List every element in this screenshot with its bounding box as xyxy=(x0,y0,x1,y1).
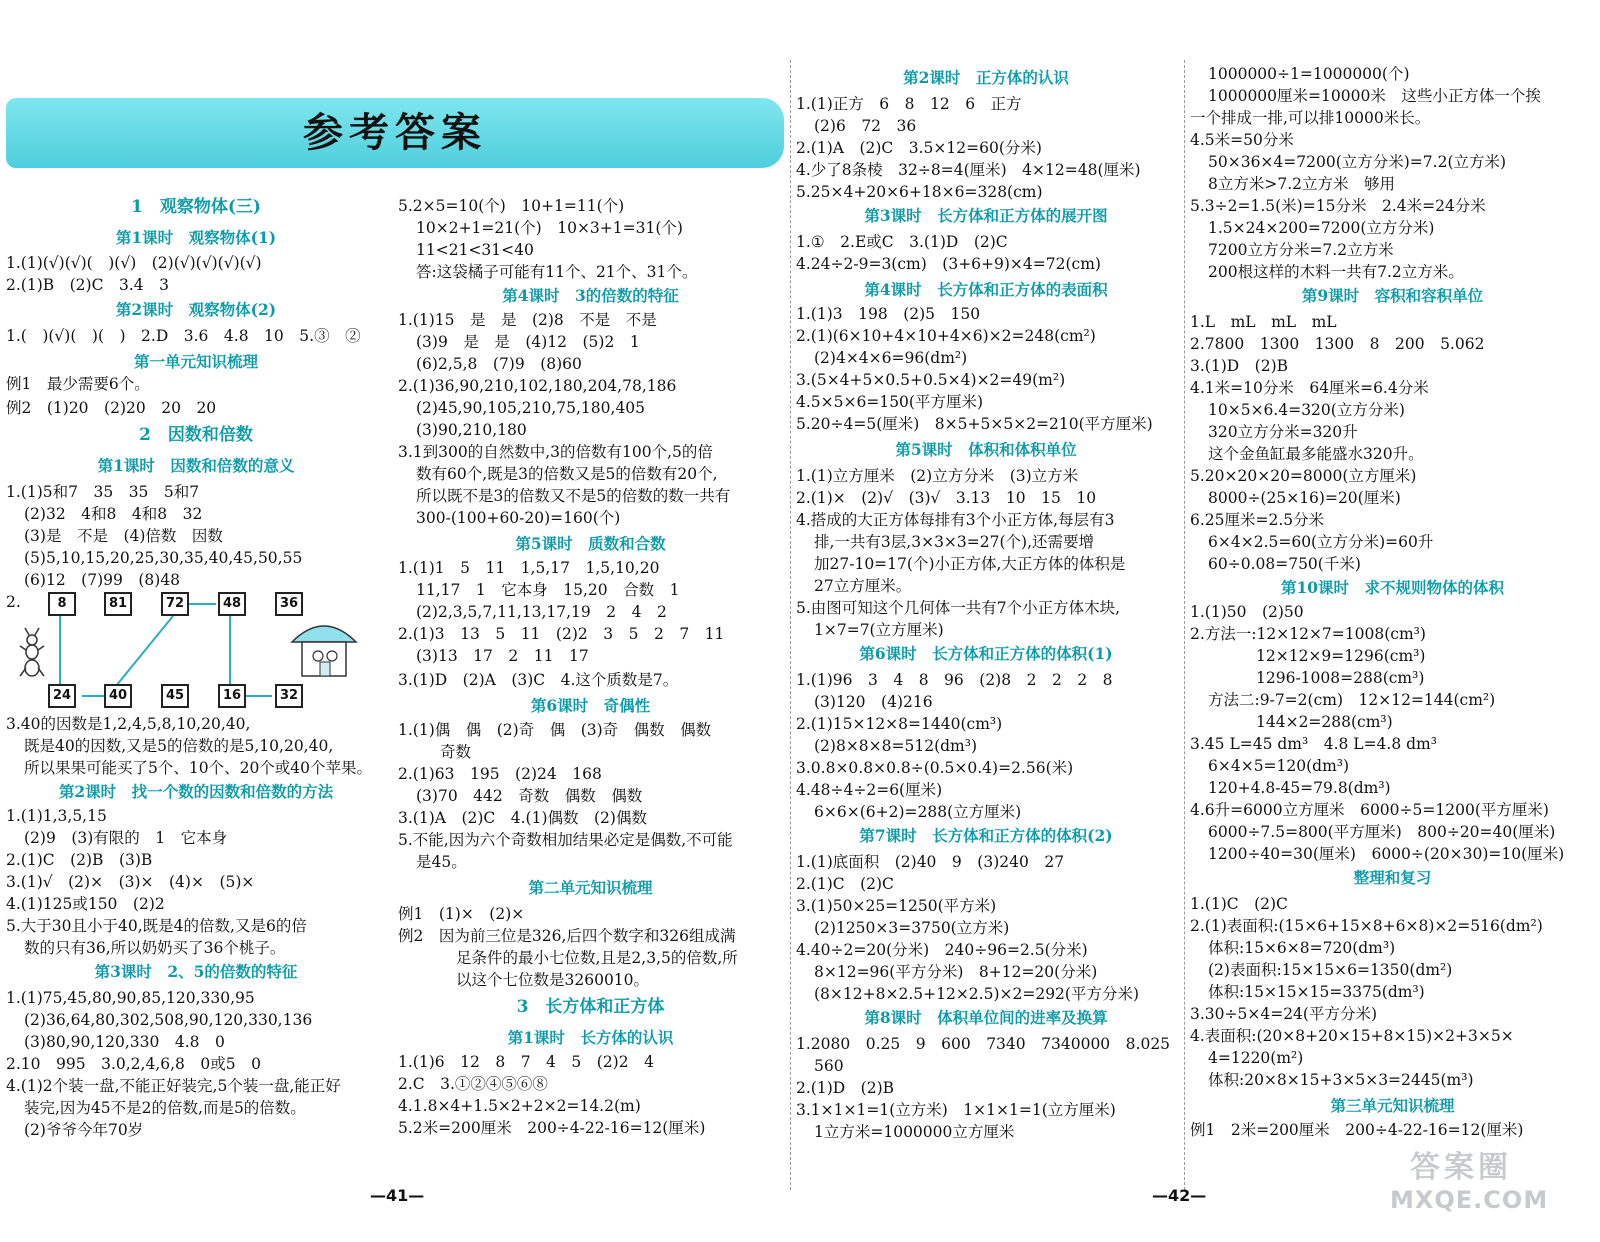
answer-line: 4.6升=6000立方厘米 6000÷5=1200(平方厘米) xyxy=(1190,801,1549,819)
answer-line: 2.(1)36,90,210,102,180,204,78,186 xyxy=(398,377,677,395)
title-banner xyxy=(6,98,784,168)
answer-line: 数的只有36,所以奶奶买了36个桃子。 xyxy=(24,939,286,957)
answer-line: (2)36,64,80,302,508,90,120,330,136 xyxy=(24,1011,313,1029)
number-box: 40 xyxy=(104,684,132,708)
unit-heading: 1 观察物体(三) xyxy=(131,197,261,217)
answer-line: 4.1.8×4+1.5×2+2×2=14.2(m) xyxy=(398,1097,641,1115)
answer-line: (5)5,10,15,20,25,30,35,40,45,50,55 xyxy=(24,549,303,567)
number-box: 36 xyxy=(275,592,303,616)
answer-line: 10×2+1=21(个) 10×3+1=31(个) xyxy=(416,219,683,237)
answer-line: 1.( )(√)( )( ) 2.D 3.6 4.8 10 5.③ ② xyxy=(6,327,361,345)
lesson-heading: 第3课时 2、5的倍数的特征 xyxy=(94,962,298,981)
answer-line: (8×12+8×2.5+12×2.5)×2=292(平方分米) xyxy=(814,985,1140,1003)
answer-line: 6×6×(6+2)=288(立方厘米) xyxy=(814,803,1022,821)
answer-line: 4.40÷2=20(分米) 240÷96=2.5(分米) xyxy=(796,941,1088,959)
lesson-heading: 第3课时 长方体和正方体的展开图 xyxy=(864,206,1108,225)
lesson-heading: 第4课时 长方体和正方体的表面积 xyxy=(864,280,1108,299)
answer-line: 方法二:9-7=2(cm) 12×12=144(cm²) xyxy=(1208,691,1496,709)
number-box: 32 xyxy=(275,684,303,708)
ant-icon xyxy=(20,628,44,676)
answer-line: 2.10 995 3.0,2,4,6,8 0或5 0 xyxy=(6,1055,261,1073)
answer-line: 4.(1)125或150 (2)2 xyxy=(6,895,165,913)
watermark xyxy=(1390,1142,1590,1232)
lesson-heading: 第2课时 观察物体(2) xyxy=(115,300,277,319)
answer-line: 8×12=96(平方分米) 8+12=20(分米) xyxy=(814,963,1098,981)
answer-line: 2.(1)C (2)C xyxy=(796,875,894,893)
answer-line: (6)12 (7)99 (8)48 xyxy=(24,571,181,589)
answer-line: 7200立方分米=7.2立方米 xyxy=(1208,241,1394,259)
lesson-heading: 第2课时 正方体的认识 xyxy=(903,68,1069,87)
answer-line: 2.(1)表面积:(15×6+15×8+6×8)×2=516(dm²) xyxy=(1190,917,1543,935)
answer-line: 11<21<31<40 xyxy=(416,241,534,259)
unit-heading: 3 长方体和正方体 xyxy=(516,997,665,1017)
answer-line: 所以果果可能买了5个、10个、20个或40个苹果。 xyxy=(24,759,373,777)
answer-line: (3)是 不是 (4)倍数 因数 xyxy=(24,527,223,545)
number-box: 48 xyxy=(218,592,246,616)
answer-line: 3.1到300的自然数中,3的倍数有100个,5的倍 xyxy=(398,443,713,461)
answer-line: 是45。 xyxy=(416,853,467,871)
answer-line: 1.L mL mL mL xyxy=(1190,313,1337,331)
answer-line: 27立方厘米。 xyxy=(814,577,912,595)
lesson-heading: 第一单元知识梳理 xyxy=(133,352,258,371)
page-title: 参考答案 xyxy=(303,110,487,156)
answer-line: 2.(1)B (2)C 3.4 3 xyxy=(6,276,169,294)
answer-line: 2.方法一:12×12×7=1008(cm³) xyxy=(1190,625,1426,643)
answer-line: 1296-1008=288(cm³) xyxy=(1256,669,1425,687)
answer-line: 1.(1)6 12 8 7 4 5 (2)2 4 xyxy=(398,1053,654,1071)
answer-line: 6000÷7.5=800(平方厘米) 800÷20=40(厘米) xyxy=(1208,823,1556,841)
answer-line: 2.(1)(6×10+4×10+4×6)×2=248(cm²) xyxy=(796,327,1096,345)
answer-line: (3)90,210,180 xyxy=(416,421,527,439)
answer-line: 1.① 2.E或C 3.(1)D (2)C xyxy=(796,233,1008,251)
answer-line: (3)80,90,120,330 4.8 0 xyxy=(24,1033,225,1051)
answer-line: 装完,因为45不是2的倍数,而是5的倍数。 xyxy=(24,1099,306,1117)
answer-line: 例1 2米=200厘米 200÷4-22-16=12(厘米) xyxy=(1190,1121,1524,1139)
answer-line: 4.24÷2-9=3(cm) (3+6+9)×4=72(cm) xyxy=(796,255,1101,273)
answer-line: 5.2×5=10(个) 10+1=11(个) xyxy=(398,197,625,215)
answer-line: 8000÷(25×16)=20(厘米) xyxy=(1208,489,1401,507)
answer-line: 5.3÷2=1.5(米)=15分米 2.4米=24分米 xyxy=(1190,197,1486,215)
answer-line: 560 xyxy=(814,1057,844,1075)
answer-line: 6×4×2.5=60(立方分米)=60升 xyxy=(1208,533,1434,551)
answer-line: 8立方米>7.2立方米 够用 xyxy=(1208,175,1395,193)
lesson-heading: 第三单元知识梳理 xyxy=(1330,1096,1455,1115)
answer-line: 12×12×9=1296(cm³) xyxy=(1256,647,1426,665)
lesson-heading: 第5课时 质数和合数 xyxy=(515,534,666,553)
answer-line: 5.大于30且小于40,既是4的倍数,又是6的倍 xyxy=(6,917,307,935)
answer-line: 以这个七位数是3260010。 xyxy=(456,971,650,989)
answer-line: 3.40的因数是1,2,4,5,8,10,20,40, xyxy=(6,715,251,733)
answer-line: 5.由图可知这个几何体一共有7个小正方体木块, xyxy=(796,599,1121,617)
answer-line: (2)4×4×6=96(dm²) xyxy=(814,349,968,367)
answer-line: 4=1220(m²) xyxy=(1208,1049,1304,1067)
answer-line: 2.C 3.①②④⑤⑥⑧ xyxy=(398,1075,548,1093)
answer-line: 这个金鱼缸最多能盛水320升。 xyxy=(1208,445,1424,463)
answer-line: 例2 因为前三位是326,后四个数字和326组成满 xyxy=(398,927,736,945)
answer-line: 3.0.8×0.8×0.8÷(0.5×0.4)=2.56(米) xyxy=(796,759,1074,777)
answer-line: 1.(1)96 3 4 8 96 (2)8 2 2 2 8 xyxy=(796,671,1113,689)
answer-line: 2.7800 1300 1300 8 200 5.062 xyxy=(1190,335,1485,353)
answer-line: 1.(1)偶 偶 (2)奇 偶 (3)奇 偶数 偶数 xyxy=(398,721,712,739)
answer-line: 体积:20×8×15+3×5×3=2445(m³) xyxy=(1208,1071,1474,1089)
mushroom-house-icon xyxy=(292,626,356,676)
answer-line: 1.(1)15 是 是 (2)8 不是 不是 xyxy=(398,311,657,329)
answer-line: 3.(1)D (2)A (3)C 4.这个质数是7。 xyxy=(398,671,679,689)
answer-line: 1200÷40=30(厘米) 6000÷(20×30)=10(厘米) xyxy=(1208,845,1565,863)
answer-line: 5.不能,因为六个奇数相加结果必定是偶数,不可能 xyxy=(398,831,733,849)
page-number: —41— xyxy=(370,1186,425,1205)
lesson-heading: 第8课时 体积单位间的进率及换算 xyxy=(864,1008,1108,1027)
answer-line: 1.(1)1,3,5,15 xyxy=(6,807,107,825)
answer-line: 1.(1)正方 6 8 12 6 正方 xyxy=(796,95,1022,113)
answer-line: 1.(1)(√)(√)( )(√) (2)(√)(√)(√)(√) xyxy=(6,254,262,272)
answer-line: (2)爷爷今年70岁 xyxy=(24,1121,144,1139)
answer-line: 4.5×5×6=150(平方厘米) xyxy=(796,393,984,411)
answer-line: 体积:15×15×15=3375(dm³) xyxy=(1208,983,1425,1001)
answer-line: 5.25×4+20×6+18×6=328(cm) xyxy=(796,183,1043,201)
answer-line: 加27-10=17(个)小正方体,大正方体的体积是 xyxy=(814,555,1126,573)
answer-line: 3.1×1×1=1(立方米) 1×1×1=1(立方厘米) xyxy=(796,1101,1116,1119)
number-box: 81 xyxy=(104,592,132,616)
lesson-heading: 第10课时 求不规则物体的体积 xyxy=(1280,578,1505,597)
answer-line: (3)70 442 奇数 偶数 偶数 xyxy=(416,787,643,805)
answer-line: 1×7=7(立方厘米) xyxy=(814,621,944,639)
answer-line: 6.25厘米=2.5分米 xyxy=(1190,511,1325,529)
number-box: 8 xyxy=(48,592,76,616)
answer-line: 既是40的因数,又是5的倍数的是5,10,20,40, xyxy=(24,737,334,755)
watermark-url: MXQE.COM xyxy=(1390,1186,1549,1214)
answer-line: 足条件的最小七位数,且是2,3,5的倍数,所 xyxy=(456,949,738,967)
answer-line: 2.(1)D (2)B xyxy=(796,1079,895,1097)
answer-line: 3.(1)A (2)C 4.(1)偶数 (2)偶数 xyxy=(398,809,647,827)
unit-heading: 2 因数和倍数 xyxy=(139,425,253,445)
answer-line: 1.(1)C (2)C xyxy=(1190,895,1288,913)
answer-line: 1.(1)5和7 35 35 5和7 xyxy=(6,483,200,501)
lesson-heading: 第4课时 3的倍数的特征 xyxy=(502,286,679,305)
watermark-text: 答案圈 xyxy=(1410,1150,1512,1185)
answer-line: 3.(1)50×25=1250(平方米) xyxy=(796,897,997,915)
answer-line: 4.5米=50分米 xyxy=(1190,131,1294,149)
answer-line: 300-(100+60-20)=160(个) xyxy=(416,509,621,527)
answer-line: 所以既不是3的倍数又不是5的倍数的数一共有 xyxy=(416,487,731,505)
answer-line: 2.(1)A (2)C 3.5×12=60(分米) xyxy=(796,139,1042,157)
column-divider xyxy=(790,60,791,1190)
answer-line: (2)8×8×8=512(dm³) xyxy=(814,737,978,755)
answer-line: 1.(1)3 198 (2)5 150 xyxy=(796,305,981,323)
answer-line: 11,17 1 它本身 15,20 合数 1 xyxy=(416,581,680,599)
answer-line: 3.30÷5×4=24(平方分米) xyxy=(1190,1005,1378,1023)
answer-line: 例1 (1)× (2)× xyxy=(398,905,525,923)
lesson-heading: 第9课时 容积和容积单位 xyxy=(1301,286,1484,305)
answer-line: 1.(1)立方厘米 (2)立方分米 (3)立方米 xyxy=(796,467,1079,485)
answer-line: 3.(1)D (2)B xyxy=(1190,357,1289,375)
answer-line: 4.少了8条棱 32÷8=4(厘米) 4×12=48(厘米) xyxy=(796,161,1141,179)
lesson-heading: 第1课时 长方体的认识 xyxy=(507,1028,674,1047)
lesson-heading: 第5课时 体积和体积单位 xyxy=(895,440,1077,459)
lesson-heading: 整理和复习 xyxy=(1353,868,1432,887)
answer-line: 4.搭成的大正方体每排有3个小正方体,每层有3 xyxy=(796,511,1115,529)
answer-line: 2.(1)C (2)B (3)B xyxy=(6,851,153,869)
lesson-heading: 第6课时 长方体和正方体的体积(1) xyxy=(859,644,1113,663)
answer-line: 2. xyxy=(6,593,21,611)
number-box: 72 xyxy=(161,592,189,616)
answer-line: 2.(1)63 195 (2)24 168 xyxy=(398,765,602,783)
lesson-heading: 第6课时 奇偶性 xyxy=(530,696,651,715)
answer-line: 排,一共有3层,3×3×3=27(个),还需要增 xyxy=(814,533,1095,551)
answer-line: 1立方米=1000000立方厘米 xyxy=(814,1123,1015,1141)
answer-line: 1.(1)1 5 11 1,5,17 1,5,10,20 xyxy=(398,559,660,577)
answer-line: (3)120 (4)216 xyxy=(814,693,933,711)
answer-line: 4.48÷4÷2=6(厘米) xyxy=(796,781,943,799)
answer-line: 3.45 L=45 dm³ 4.8 L=4.8 dm³ xyxy=(1190,735,1437,753)
lesson-heading: 第1课时 观察物体(1) xyxy=(115,228,277,247)
lesson-heading: 第二单元知识梳理 xyxy=(528,878,653,897)
answer-line: 1.(1)50 (2)50 xyxy=(1190,603,1304,621)
answer-line: 1.(1)底面积 (2)40 9 (3)240 27 xyxy=(796,853,1065,871)
answer-line: 例2 (1)20 (2)20 20 20 xyxy=(6,399,217,417)
answer-line: 1.(1)75,45,80,90,85,120,330,95 xyxy=(6,989,255,1007)
answer-line: (2)9 (3)有限的 1 它本身 xyxy=(24,829,228,847)
lesson-heading: 第1课时 因数和倍数的意义 xyxy=(97,456,295,475)
answer-line: 2.(1)15×12×8=1440(cm³) xyxy=(796,715,1003,733)
answer-line: 5.20÷4=5(厘米) 8×5+5×5×2=210(平方厘米) xyxy=(796,415,1153,433)
answer-line: 4.1米=10分米 64厘米=6.4分米 xyxy=(1190,379,1429,397)
answer-line: 4.表面积:(20×8+20×15+8×15)×2+3×5× xyxy=(1190,1027,1514,1045)
answer-line: (2)2,3,5,7,11,13,17,19 2 4 2 xyxy=(416,603,667,621)
answer-line: 1000000厘米=10000米 这些小正方体一个挨 xyxy=(1208,87,1541,105)
answer-line: 5.2米=200厘米 200÷4-22-16=12(厘米) xyxy=(398,1119,706,1137)
page-number: —42— xyxy=(1152,1186,1207,1205)
answer-line: 1000000÷1=1000000(个) xyxy=(1208,65,1410,83)
answer-line: 答:这袋橘子可能有11个、21个、31个。 xyxy=(416,263,698,281)
answer-line: 10×5×6.4=320(立方分米) xyxy=(1208,401,1405,419)
answer-line: 200根这样的木料一共有7.2立方米。 xyxy=(1208,263,1464,281)
factor-diagram xyxy=(18,590,358,705)
answer-line: (6)2,5,8 (7)9 (8)60 xyxy=(416,355,582,373)
answer-line: 2.(1)× (2)√ (3)√ 3.13 10 15 10 xyxy=(796,489,1097,507)
answer-line: (3)9 是 是 (4)12 (5)2 1 xyxy=(416,333,640,351)
answer-line: 体积:15×6×8=720(dm³) xyxy=(1208,939,1396,957)
answer-line: 4.(1)2个装一盘,不能正好装完,5个装一盘,能正好 xyxy=(6,1077,341,1095)
answer-line: 3.(5×4+5×0.5+0.5×4)×2=49(m²) xyxy=(796,371,1066,389)
link-72-40 xyxy=(116,616,173,686)
number-box: 16 xyxy=(218,684,246,708)
number-box: 24 xyxy=(48,684,76,708)
answer-line: 2.(1)3 13 5 11 (2)2 3 5 2 7 11 xyxy=(398,625,725,643)
answer-line: 320立方分米=320升 xyxy=(1208,423,1358,441)
answer-line: (3)13 17 2 11 17 xyxy=(416,647,589,665)
answer-line: 1.2080 0.25 9 600 7340 7340000 8.025 xyxy=(796,1035,1171,1053)
answer-line: 50×36×4=7200(立方分米)=7.2(立方米) xyxy=(1208,153,1507,171)
answer-line: (2)6 72 36 xyxy=(814,117,917,135)
answer-line: (2)45,90,105,210,75,180,405 xyxy=(416,399,646,417)
answer-line: 6×4×5=120(dm³) xyxy=(1208,757,1350,775)
answer-line: (2)表面积:15×15×6=1350(dm²) xyxy=(1208,961,1453,979)
answer-line: 144×2=288(cm³) xyxy=(1256,713,1393,731)
answer-line: 数有60个,既是3的倍数又是5的倍数有20个, xyxy=(416,465,718,483)
answer-line: 例1 最少需要6个。 xyxy=(6,375,150,393)
number-box: 45 xyxy=(161,684,189,708)
answer-line: 60÷0.08=750(千米) xyxy=(1208,555,1361,573)
lesson-heading: 第2课时 找一个数的因数和倍数的方法 xyxy=(58,782,334,801)
answer-line: (2)32 4和8 4和8 32 xyxy=(24,505,203,523)
column-divider xyxy=(1184,60,1185,1190)
answer-line: 1.5×24×200=7200(立方分米) xyxy=(1208,219,1435,237)
answer-line: (2)1250×3=3750(立方米) xyxy=(814,919,1010,937)
answer-line: 5.20×20×20=8000(立方厘米) xyxy=(1190,467,1417,485)
answer-line: 120+4.8-45=79.8(dm³) xyxy=(1208,779,1391,797)
answer-line: 3.(1)√ (2)× (3)× (4)× (5)× xyxy=(6,873,255,891)
lesson-heading: 第7课时 长方体和正方体的体积(2) xyxy=(859,826,1113,845)
answer-line: 一个排成一排,可以排10000米长。 xyxy=(1190,109,1431,127)
answer-line: 奇数 xyxy=(440,743,472,761)
